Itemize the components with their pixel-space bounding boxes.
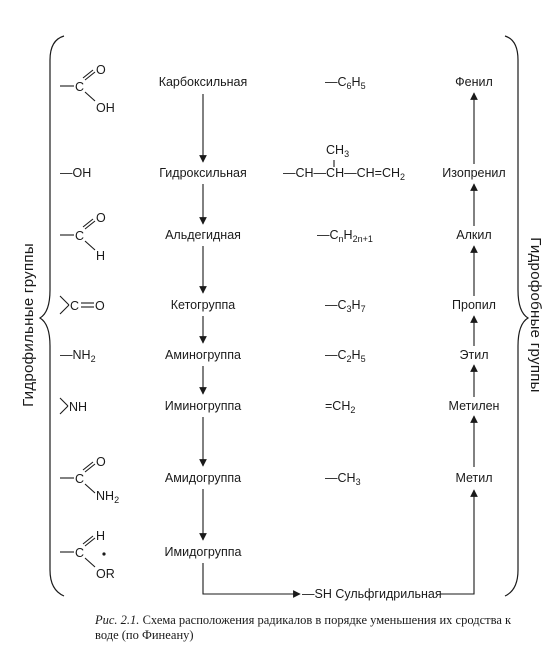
- name-phenyl: Фенил: [455, 75, 493, 89]
- imido-or: OR: [96, 567, 115, 581]
- hydroxyl-formula: —OH: [60, 166, 92, 180]
- name-imino: Иминогруппа: [164, 399, 242, 413]
- figure-caption: [95, 613, 535, 643]
- carboxyl-oh: OH: [96, 101, 115, 115]
- aldehyde-formula: [60, 211, 106, 263]
- svg-text:O: O: [95, 299, 105, 313]
- formula-ethyl: $—C_2H_5$: [325, 348, 366, 364]
- hydrophilic-side-label: Гидрофильные группы: [20, 243, 37, 407]
- formula-isoprenyl: [283, 143, 405, 182]
- figure-caption-text: Схема расположения радикалов в порядке уменьшения их сродства к воде (по Финеану): [95, 613, 512, 642]
- name-isoprenyl: Изопренил: [442, 166, 506, 180]
- aldehyde-h: H: [96, 249, 106, 263]
- svg-text:C: C: [75, 229, 85, 243]
- name-methyl: Метил: [455, 471, 493, 485]
- imido-formula: [60, 529, 115, 581]
- name-alkyl: Алкил: [456, 228, 492, 242]
- carboxyl-formula: [60, 63, 115, 115]
- carboxyl-o: O: [96, 63, 106, 77]
- formula-alkyl: $—C_nH_{2n+1}$: [317, 228, 373, 244]
- name-sulfhydryl: —SH Сульфгидрильная: [302, 587, 442, 601]
- formula-phenyl: $—C_6H_5$: [325, 75, 366, 91]
- name-amido: Амидогруппа: [164, 471, 242, 485]
- svg-text:CH3: $CH_3$: [326, 143, 350, 159]
- svg-text:C: C: [75, 546, 85, 560]
- figure-number: Рис. 2.1.: [95, 613, 140, 627]
- formula-methyl: $—CH_3$: [325, 471, 361, 487]
- right-brace: [505, 36, 528, 596]
- aldehyde-o: O: [96, 211, 106, 225]
- left-brace: [40, 36, 64, 596]
- amido-formula: [60, 455, 119, 505]
- name-carboxyl: Карбоксильная: [158, 75, 248, 89]
- amido-o: O: [96, 455, 106, 469]
- name-methylene: Метилен: [448, 399, 500, 413]
- keto-formula: [60, 296, 105, 314]
- svg-text:C: C: [75, 472, 85, 486]
- formula-methylene: $=CH_2$: [325, 399, 356, 415]
- name-amino: Аминогруппа: [165, 348, 241, 362]
- radical-dot: [102, 552, 105, 555]
- imino-nh: NH: [69, 400, 88, 414]
- imino-formula: [60, 398, 87, 414]
- svg-text:C: C: [75, 80, 85, 94]
- name-hydroxyl: Гидроксильная: [159, 166, 247, 180]
- svg-text:C: C: [70, 299, 80, 313]
- name-imido: Имидогруппа: [164, 545, 242, 559]
- hydrophobic-side-label: Гидрофобные группы: [527, 237, 544, 393]
- formula-propyl: $—C_3H_7$: [325, 298, 366, 314]
- name-propyl: Пропил: [452, 298, 496, 312]
- imido-h: H: [96, 529, 106, 543]
- name-aldehyde: Альдегидная: [165, 228, 241, 242]
- amino-formula: $—NH_2$: [60, 348, 96, 364]
- name-ethyl: Этил: [459, 348, 489, 362]
- svg-text:NH2: $NH_2$: [96, 489, 120, 505]
- svg-text:—CH—CH—CH=CH2: $—CH—CH—CH=CH_2$: [283, 166, 406, 182]
- name-keto: Кетогруппа: [170, 298, 236, 312]
